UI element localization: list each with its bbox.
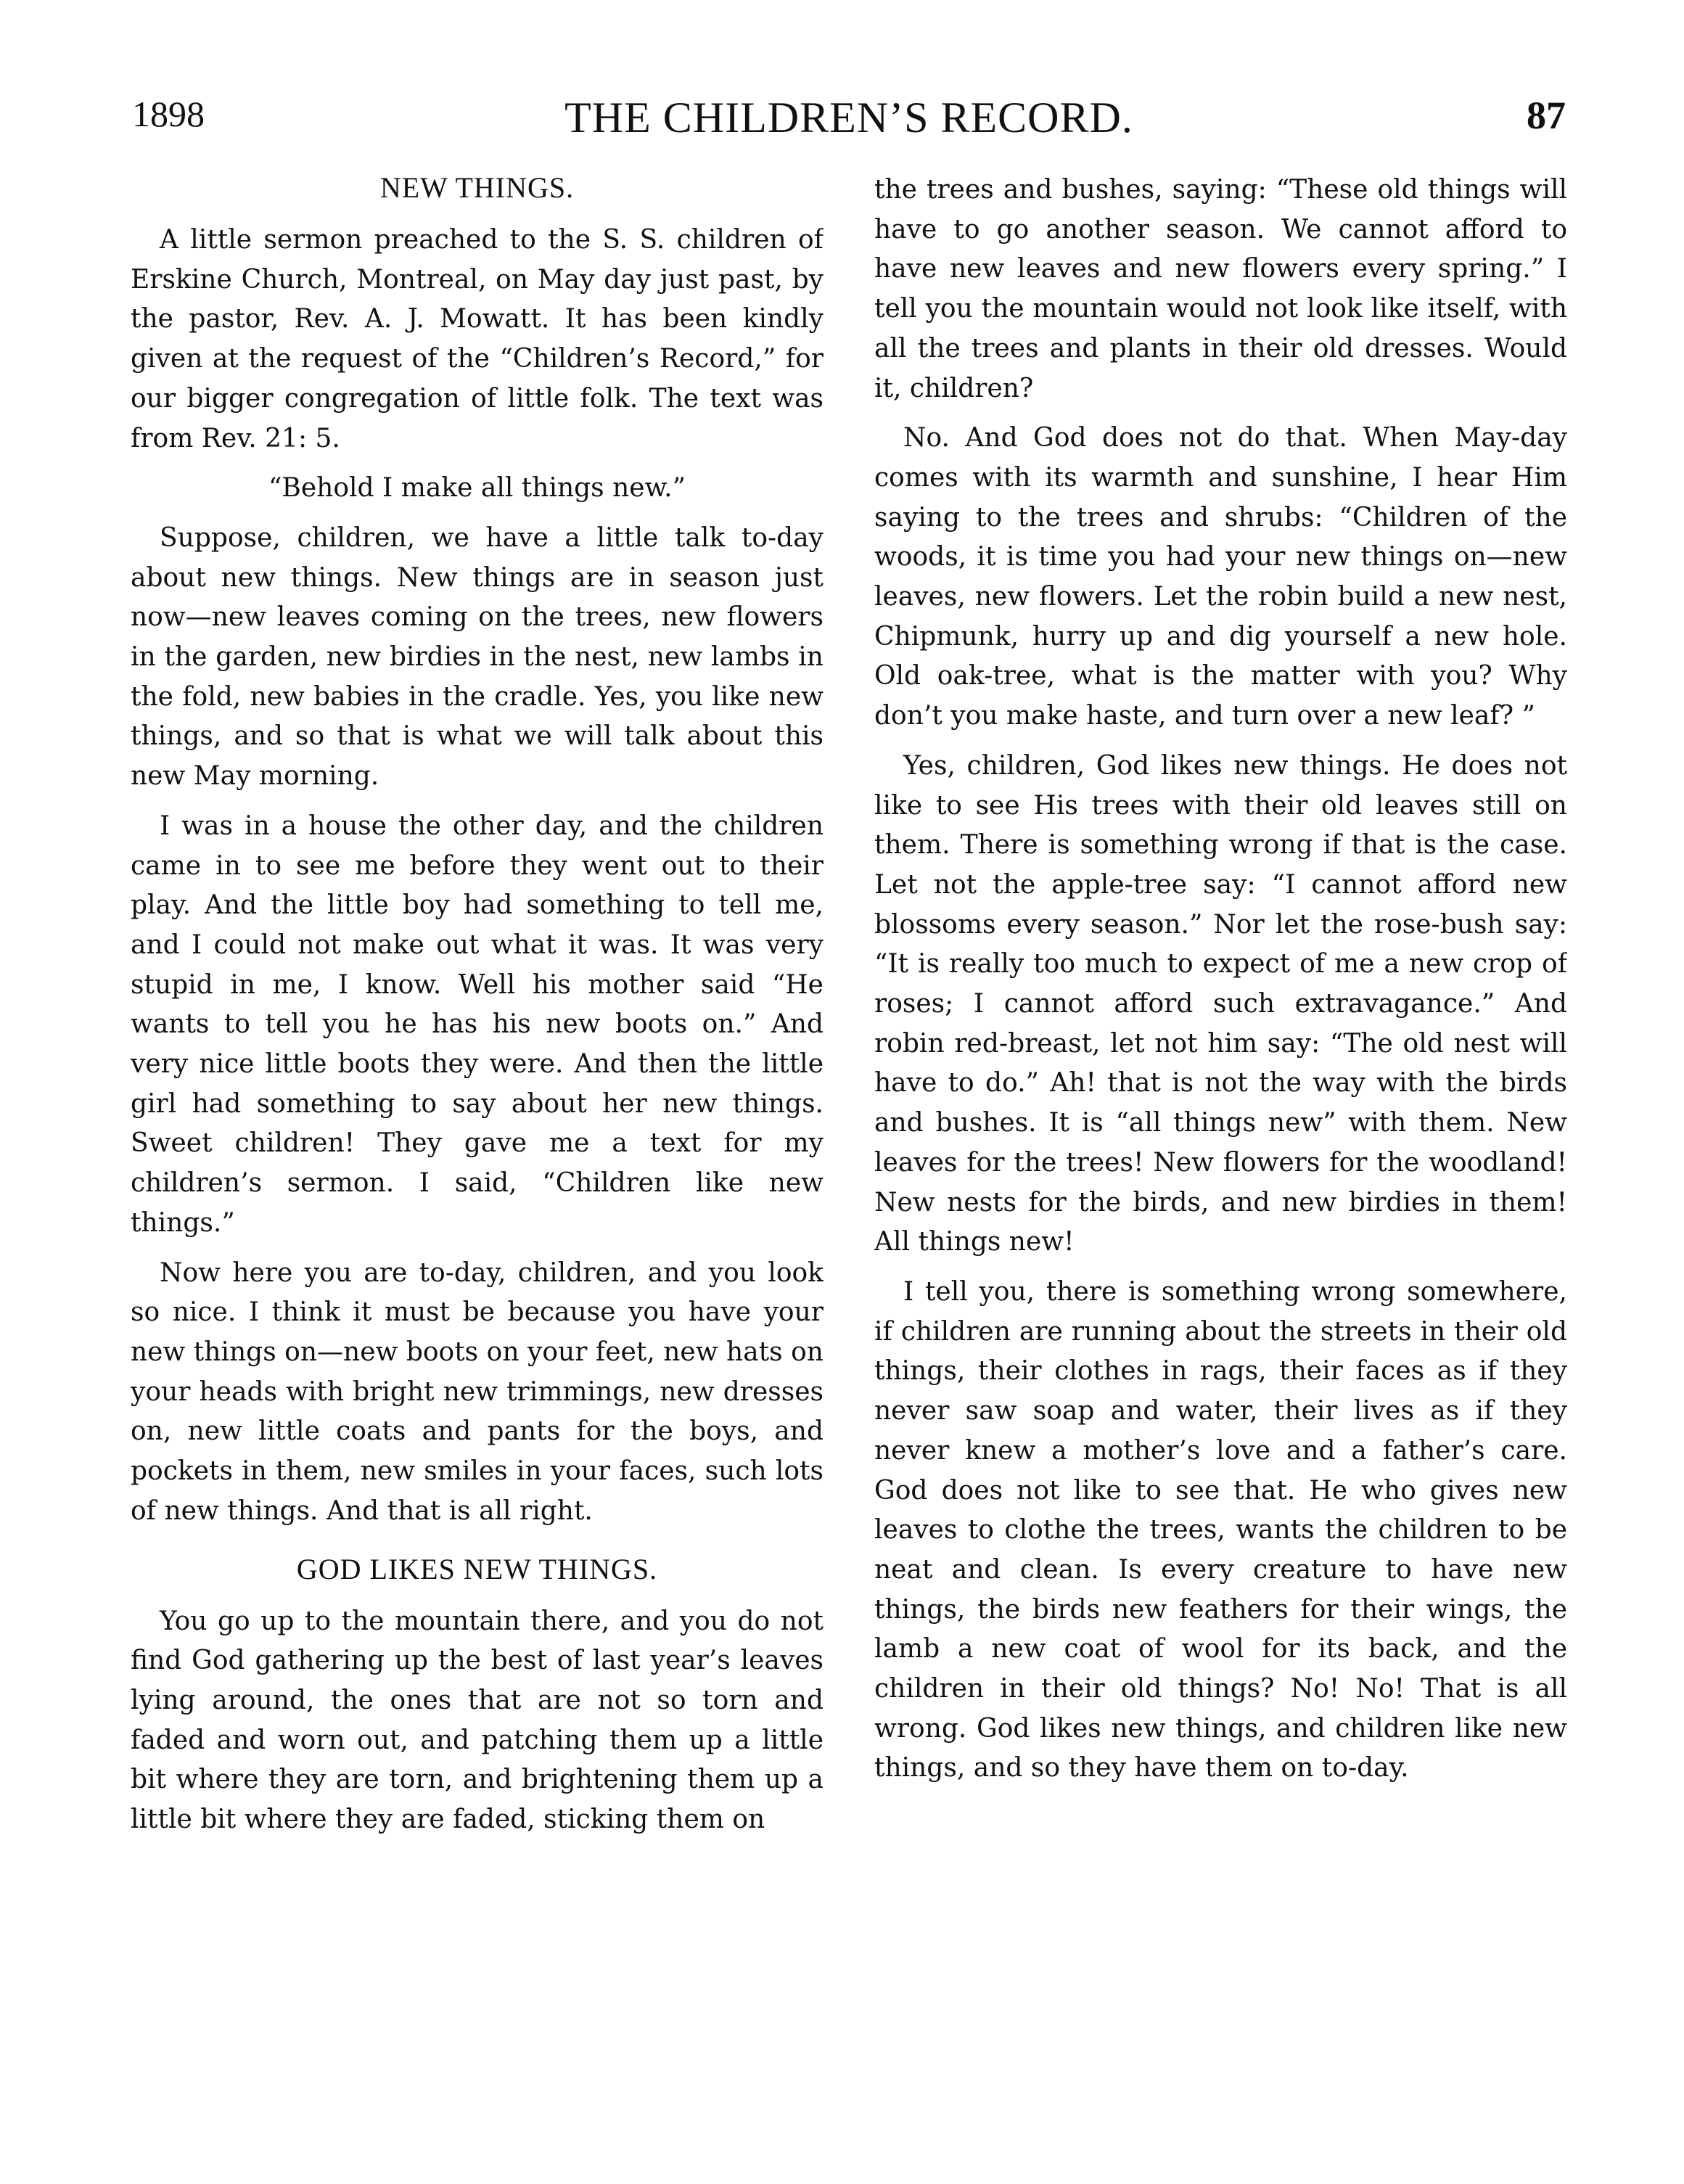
paragraph: I tell you, there is something wrong somewhere, if children are running about the streets in their old things, their clothes in rags, their faces as if they never saw soap and water, their lives as if they never knew a mother’s love and a father’s care. God does not like to see that. He who gives new leaves to clothe the trees, wants the children to be neat and clean. Is every creature to have new things, the birds new feathers for their wings, the lamb a new coat of wool for its back, and the children in their old things? No! No! That is all wrong. God likes new things, and children like new things, and so they have them on to-day. <box>874 1276 1567 1783</box>
intro-paragraph: A little sermon preached to the S. S. children of Erskine Church, Montreal, on May day just past, by the pastor, Rev. A. J. Mowatt. It has been kindly given at the request of the “Children’s Record,” for our bigger congregation of little folk. The text was from Rev. 21: 5. <box>131 225 823 453</box>
header-title: THE CHILDREN’S RECORD. <box>564 94 1133 141</box>
paragraph: You go up to the mountain there, and you do not find God gathering up the best of last year’s leaves lying around, the ones that are not so torn and faded and worn out, and patching them up a little bit where they are torn, and brightening them up a little bit where they are faded, sticking them on <box>131 1606 823 1835</box>
paragraph: I was in a house the other day, and the children came in to see me before they went out to their play. And the little boy had something to tell me, and I could not make out what it was. It was very stupid in me, I know. Well his mother said “He wants to tell you he has his new boots on.” And very nice little boots they were. And then the little girl had something to say about her new things. Sweet children! They gave me a text for my children’s sermon. I said, “Children like new things.” <box>131 810 823 1238</box>
paragraph: Yes, children, God likes new things. He does not like to see His trees with their old leaves still on them. There is something wrong if that is the case. Let not the apple-tree say: “I cannot afford new blossoms every season.” Nor let the rose-bush say: “It is really too much to expect of me a new crop of roses; I cannot afford such extravagance.” And robin red-breast, let not him say: “The old nest will have to do.” Ah! that is not the way with the birds and bushes. It is “all things new” with them. New leaves for the trees! New flowers for the woodland! New nests for the birds, and new birdies in them! All things new! <box>874 750 1567 1257</box>
paragraph: Now here you are to-day, children, and you look so nice. I think it must be because you have your new things on—new boots on your feet, new hats on your heads with bright new trimmings, new dresses on, new little coats and pants for the boys, and pockets in them, new smiles in your faces, such lots of new things. And that is all right. <box>131 1257 823 1526</box>
running-header <box>132 93 1566 158</box>
left-column <box>131 171 823 2144</box>
paragraph: the trees and bushes, saying: “These old things will have to go another season. We cannot afford to have new leaves and new flowers every spring.” I tell you the mountain would not look like itself, with all the trees and plants in their old dresses. Would it, children? <box>874 175 1567 403</box>
header-year: 1898 <box>132 94 205 134</box>
page-number: 87 <box>1527 94 1566 137</box>
section-heading-new-things: NEW THINGS. <box>379 171 575 204</box>
paragraph: Suppose, children, we have a little talk to-day about new things. New things are in season just now—new leaves coming on the trees, new flowers in the garden, new birdies in the nest, new lambs in the fold, new babies in the cradle. Yes, you like new things, and so that is what we will talk about this new May morning. <box>131 522 823 792</box>
right-column <box>874 171 1567 2144</box>
paragraph: No. And God does not do that. When May-day comes with its warmth and sunshine, I hear Him saying to the trees and shrubs: “Children of the woods, it is time you had your new things on—new leaves, new flowers. Let the robin build a new nest, Chipmunk, hurry up and dig yourself a new hole. Old oak-tree, what is the matter with you? Why don’t you make haste, and turn over a new leaf? ” <box>874 423 1567 731</box>
section-heading-god-likes: GOD LIKES NEW THINGS. <box>296 1552 658 1585</box>
scripture-quote: “Behold I make all things new.” <box>268 473 686 504</box>
